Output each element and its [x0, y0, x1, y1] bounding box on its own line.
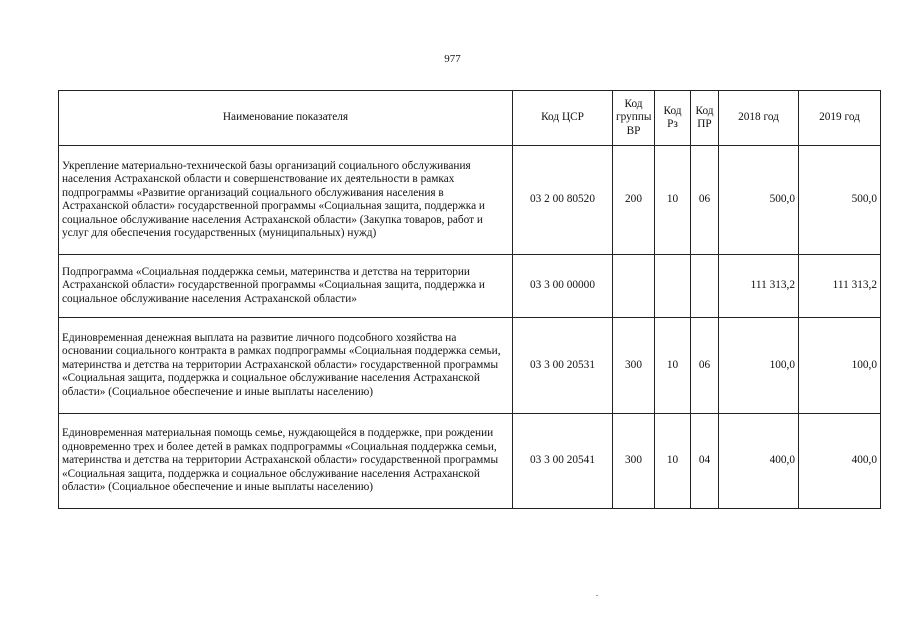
header-name: Наименование показателя [59, 91, 513, 146]
page-number: 977 [444, 53, 461, 65]
row-2019: 400,0 [799, 414, 881, 509]
table-row [59, 255, 881, 318]
row-2019: 500,0 [799, 146, 881, 255]
row-vr: 300 [613, 414, 655, 509]
row-2019: 111 313,2 [799, 255, 881, 318]
row-pr: 06 [691, 318, 719, 414]
header-2019: 2019 год [799, 91, 881, 146]
row-2019: 100,0 [799, 318, 881, 414]
row-2018: 500,0 [719, 146, 799, 255]
row-2018: 400,0 [719, 414, 799, 509]
header-csr: Код ЦСР [513, 91, 613, 146]
row-pr [691, 255, 719, 318]
scan-speck [596, 595, 598, 596]
header-rz: Код Рз [655, 91, 691, 146]
row-vr: 300 [613, 318, 655, 414]
row-vr: 200 [613, 146, 655, 255]
row-2018: 100,0 [719, 318, 799, 414]
budget-table [58, 90, 881, 509]
row-vr [613, 255, 655, 318]
row-rz: 10 [655, 318, 691, 414]
row-csr: 03 3 00 00000 [513, 255, 613, 318]
row-csr: 03 3 00 20541 [513, 414, 613, 509]
header-vr: Код группы ВР [613, 91, 655, 146]
table-row [59, 146, 881, 255]
row-rz: 10 [655, 146, 691, 255]
table-header-row [59, 91, 881, 146]
row-csr: 03 2 00 80520 [513, 146, 613, 255]
row-name: Укрепление материально-технической базы организаций социального обслуживания населения Астраханской области и совершенствование их деятельности в рамках подпрограммы «Развитие организаций социального обслуживания населения в Астраханской области» государственной программы «Социальная защита, поддержка и социальное обслуживание населения Астраханской области» (Закупка товаров, работ и услуг для обеспечения государственных (муниципальных) нужд) [59, 146, 513, 255]
table-row [59, 414, 881, 509]
row-rz [655, 255, 691, 318]
header-2018: 2018 год [719, 91, 799, 146]
row-name: Единовременная денежная выплата на развитие личного подсобного хозяйства на основании социального контракта в рамках подпрограммы «Социальная поддержка семьи, материнства и детства на территории Астраханской области» государственной программы «Социальная защита, поддержка и социальное обслуживание населения Астраханской области» (Социальное обеспечение и иные выплаты населению) [59, 318, 513, 414]
row-name: Единовременная материальная помощь семье, нуждающейся в поддержке, при рождении одновременно трех и более детей в рамках подпрограммы «Социальная поддержка семьи, материнства и детства на территории Астраханской области» государственной программы «Социальная защита, поддержка и социальное обслуживание населения Астраханской области» (Социальное обеспечение и иные выплаты населению) [59, 414, 513, 509]
row-rz: 10 [655, 414, 691, 509]
header-pr: Код ПР [691, 91, 719, 146]
row-pr: 04 [691, 414, 719, 509]
row-pr: 06 [691, 146, 719, 255]
row-2018: 111 313,2 [719, 255, 799, 318]
row-name: Подпрограмма «Социальная поддержка семьи, материнства и детства на территории Астраханской области» государственной программы «Социальная защита, поддержка и социальное обслуживание населения Астраханской области» [59, 255, 513, 318]
table-row [59, 318, 881, 414]
row-csr: 03 3 00 20531 [513, 318, 613, 414]
